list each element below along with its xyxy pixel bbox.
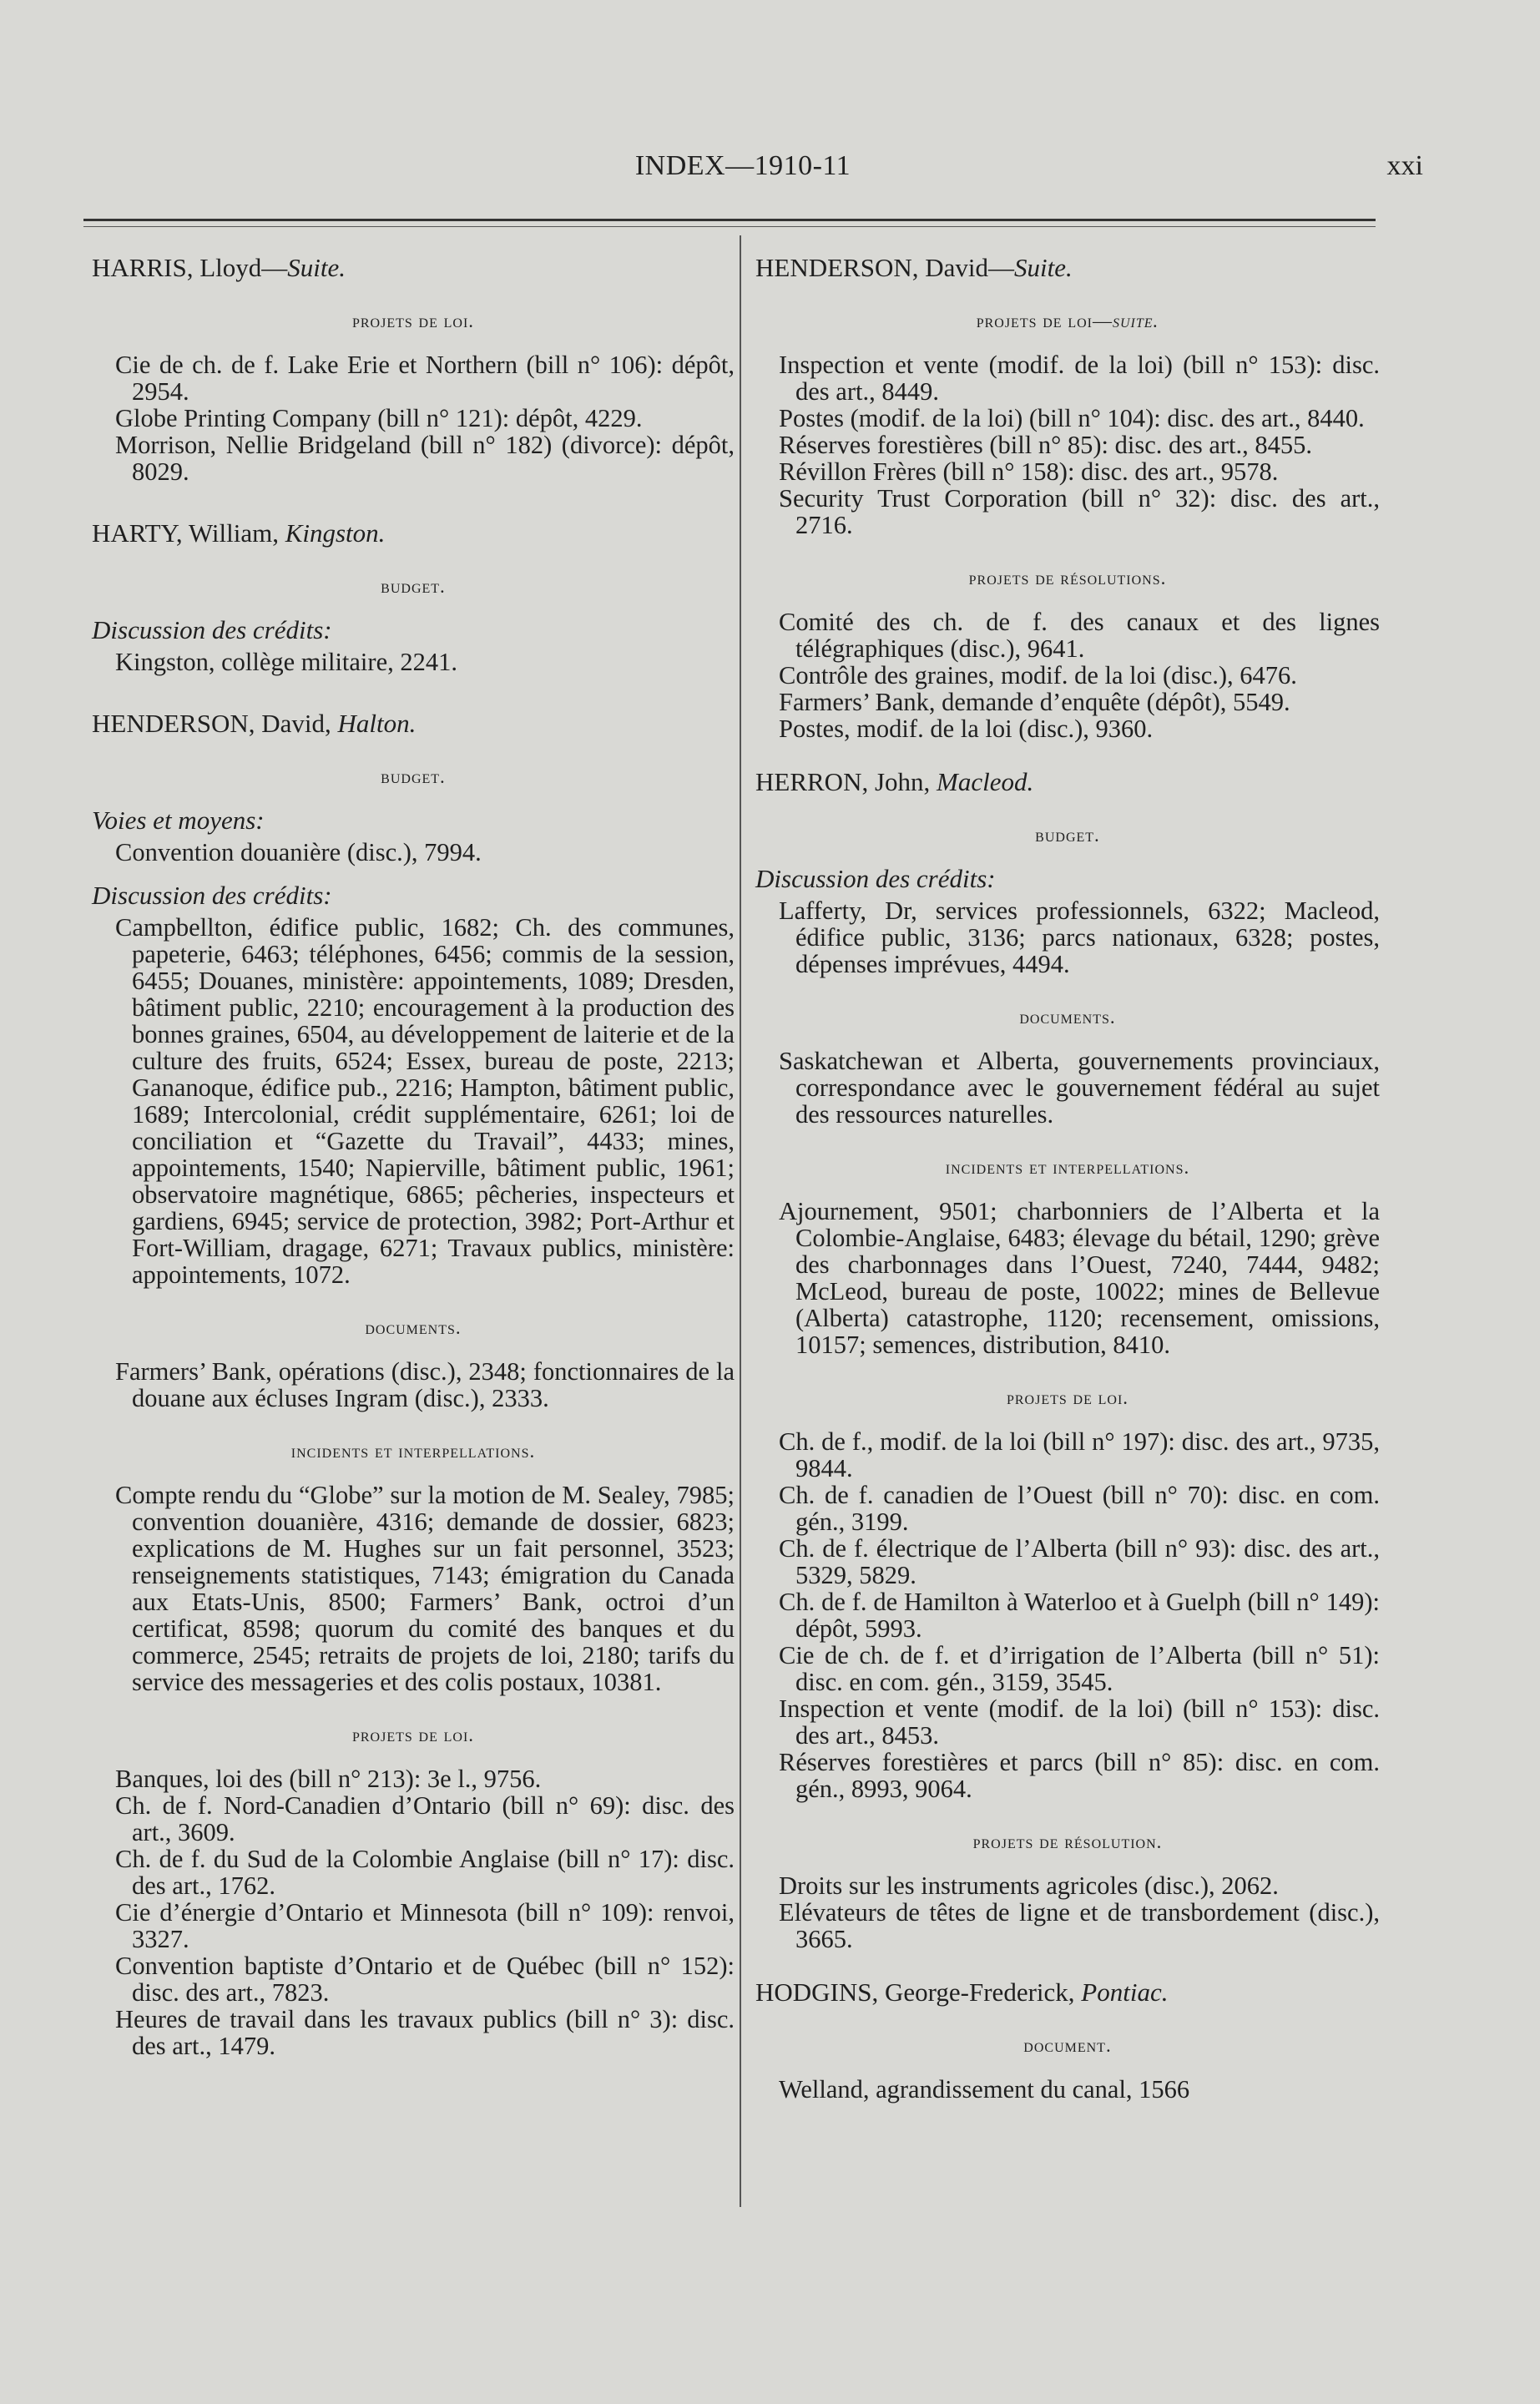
page-number: xxi	[1386, 150, 1423, 181]
section-heading: incidents et interpellations.	[945, 1157, 1190, 1178]
index-entry: Compte rendu du “Globe” sur la motion de M. Sealey, 7985; convention douanière, 4316; demande de dossier, 6823; explications de M. Hughes sur un fait personnel, 3523; renseignements statistiques, 7143; émigration du Canada aux Etats-Unis, 8500; Farmers’ Bank, octroi d’un certificat, 8598; quorum du comité des banques et du commerce, 2545; retraits de projets de loi, 2180; tarifs du service des messageries et des colis postaux, 10381.	[115, 1481, 735, 1696]
index-entry: Réserves forestières et parcs (bill n° 85): disc. en com. gén., 8993, 9064.	[779, 1748, 1380, 1803]
index-entry: Morrison, Nellie Bridgeland (bill n° 182) (divorce): dépôt, 8029.	[115, 431, 735, 486]
column-divider	[740, 235, 741, 2207]
section-heading: documents.	[1019, 1007, 1116, 1028]
section-heading: projets de loi.	[351, 1725, 475, 1745]
section-heading: projets de résolutions.	[968, 568, 1167, 588]
subsection-heading: Discussion des crédits:	[755, 864, 996, 893]
name-suite: Suite.	[287, 253, 346, 282]
section-heading: budget.	[1035, 825, 1100, 846]
section-heading: projets de loi.	[351, 311, 475, 331]
name-riding: Halton.	[337, 709, 417, 738]
section-heading: incidents et interpellations.	[290, 1441, 536, 1462]
index-entry: Révillon Frères (bill n° 158): disc. des art., 9578.	[779, 457, 1279, 486]
entry-name	[92, 520, 735, 547]
subsection-heading: Discussion des crédits:	[92, 615, 332, 644]
entry-name	[755, 769, 1380, 795]
index-entry: Welland, agrandissement du canal, 1566	[779, 2075, 1190, 2104]
section-heading: document.	[1023, 2035, 1112, 2056]
name-text: HARRIS, Lloyd—	[92, 253, 288, 282]
index-entry: Cie de ch. de f. et d’irrigation de l’Alberta (bill n° 51): disc. en com. gén., 3159, 3545.	[779, 1641, 1380, 1696]
index-entry: Saskatchewan et Alberta, gouvernements provinciaux, correspondance avec le gouvernement fédéral au sujet des ressources naturelles.	[779, 1047, 1380, 1129]
index-entry: Security Trust Corporation (bill n° 32): disc. des art., 2716.	[779, 484, 1380, 539]
index-entry: Cie de ch. de f. Lake Erie et Northern (bill n° 106): dépôt, 2954.	[115, 351, 735, 406]
name-text: HARTY, William,	[92, 518, 279, 548]
index-entry: Heures de travail dans les travaux publics (bill n° 3): disc. des art., 1479.	[115, 2005, 735, 2060]
section-heading: projets de loi.	[1006, 1387, 1129, 1408]
entry-name	[755, 1979, 1380, 2006]
index-entry: Postes (modif. de la loi) (bill n° 104): disc. des art., 8440.	[779, 404, 1365, 432]
name-text: HERRON, John,	[755, 767, 931, 796]
index-entry: Farmers’ Bank, opérations (disc.), 2348; fonctionnaires de la douane aux écluses Ingram (disc.), 2333.	[115, 1357, 735, 1412]
section-heading: budget.	[381, 576, 446, 597]
index-entry: Ch. de f. canadien de l’Ouest (bill n° 70): disc. en com. gén., 3199.	[779, 1481, 1380, 1536]
section-heading: projets de résolution.	[972, 1831, 1163, 1852]
subsection-heading: Discussion des crédits:	[92, 881, 332, 910]
section-heading-suite: suite.	[1112, 311, 1159, 331]
index-entry: Lafferty, Dr, services professionnels, 6322; Macleod, édifice public, 3136; parcs nationaux, 6328; postes, dépenses imprévues, 4494.	[779, 896, 1380, 978]
name-text: HENDERSON, David—	[755, 253, 1014, 282]
left-column	[92, 255, 735, 2059]
index-entry: Convention douanière (disc.), 7994.	[115, 838, 482, 866]
index-entry: Farmers’ Bank, demande d’enquête (dépôt), 5549.	[779, 688, 1290, 716]
header-rule	[83, 219, 1376, 221]
section-heading-text: projets de loi—	[976, 311, 1113, 331]
index-entry: Banques, loi des (bill n° 213): 3e l., 9756.	[115, 1765, 542, 1793]
index-entry: Ch. de f. Nord-Canadien d’Ontario (bill n° 69): disc. des art., 3609.	[115, 1791, 735, 1846]
index-entry: Ajournement, 9501; charbonniers de l’Alberta et la Colombie-Anglaise, 6483; élevage du bétail, 1290; grève des charbonnages dans l’Ouest, 7240, 7444, 9482; McLeod, bureau de poste, 10022; mines de Bellevue (Alberta) catastrophe, 1120; recensement, omissions, 10157; semences, distribution, 8410.	[779, 1197, 1380, 1359]
name-text: HODGINS, George-Frederick,	[755, 1977, 1075, 2007]
index-entry: Réserves forestières (bill n° 85): disc. des art., 8455.	[779, 431, 1312, 459]
index-entry: Comité des ch. de f. des canaux et des lignes télégraphiques (disc.), 9641.	[779, 608, 1380, 663]
name-riding: Kingston.	[285, 518, 386, 548]
index-entry: Ch. de f. électrique de l’Alberta (bill n° 93): disc. des art., 5329, 5829.	[779, 1534, 1380, 1589]
index-entry: Postes, modif. de la loi (disc.), 9360.	[779, 715, 1154, 743]
right-column	[755, 255, 1380, 2103]
index-entry: Elévateurs de têtes de ligne et de transbordement (disc.), 3665.	[779, 1898, 1380, 1953]
running-header-title: INDEX—1910-11	[634, 150, 851, 181]
name-riding: Pontiac.	[1081, 1977, 1169, 2007]
index-entry: Cie d’énergie d’Ontario et Minnesota (bill n° 109): renvoi, 3327.	[115, 1898, 735, 1953]
index-entry: Campbellton, édifice public, 1682; Ch. des communes, papeterie, 6463; téléphones, 6456; commis de la session, 6455; Douanes, ministère: appointements, 1089; Dresden, bâtiment public, 2210; encouragement à la production des bonnes graines, 6504, au développement de laiterie et de la culture des fruits, 6524; Essex, bureau de poste, 2213; Gananoque, édifice pub., 2216; Hampton, bâtiment public, 1689; Intercolonial, crédit supplémentaire, 6261; loi de conciliation et “Gazette du Travail”, 4433; mines, appointements, 1540; Napierville, bâtiment public, 1961; observatoire magnétique, 6865; pêcheries, inspecteurs et gardiens, 6945; service de protection, 3982; Port-Arthur et Fort-William, dragage, 6271; Travaux publics, ministère: appointements, 1072.	[115, 913, 735, 1289]
name-text: HENDERSON, David,	[92, 709, 331, 738]
index-entry: Ch. de f. du Sud de la Colombie Anglaise (bill n° 17): disc. des art., 1762.	[115, 1845, 735, 1900]
section-heading	[755, 308, 1380, 335]
name-riding: Macleod.	[937, 767, 1034, 796]
header-rule-thin	[83, 226, 1376, 227]
index-entry: Contrôle des graines, modif. de la loi (disc.), 6476.	[779, 661, 1297, 689]
name-suite: Suite.	[1014, 253, 1073, 282]
entry-name	[92, 255, 735, 281]
index-entry: Convention baptiste d’Ontario et de Québec (bill n° 152): disc. des art., 7823.	[115, 1952, 735, 2007]
index-entry: Ch. de f. de Hamilton à Waterloo et à Guelph (bill n° 149): dépôt, 5993.	[779, 1588, 1380, 1643]
entry-name	[92, 710, 735, 737]
index-entry: Kingston, collège militaire, 2241.	[115, 648, 457, 676]
index-entry: Ch. de f., modif. de la loi (bill n° 197): disc. des art., 9735, 9844.	[779, 1427, 1380, 1482]
index-entry: Inspection et vente (modif. de la loi) (bill n° 153): disc. des art., 8453.	[779, 1694, 1380, 1750]
subsection-heading: Voies et moyens:	[92, 806, 265, 835]
index-entry: Globe Printing Company (bill n° 121): dépôt, 4229.	[115, 404, 643, 432]
index-entry: Inspection et vente (modif. de la loi) (bill n° 153): disc. des art., 8449.	[779, 351, 1380, 406]
entry-name	[755, 255, 1380, 281]
section-heading: budget.	[381, 766, 446, 787]
section-heading: documents.	[365, 1317, 462, 1338]
index-entry: Droits sur les instruments agricoles (disc.), 2062.	[779, 1871, 1279, 1900]
